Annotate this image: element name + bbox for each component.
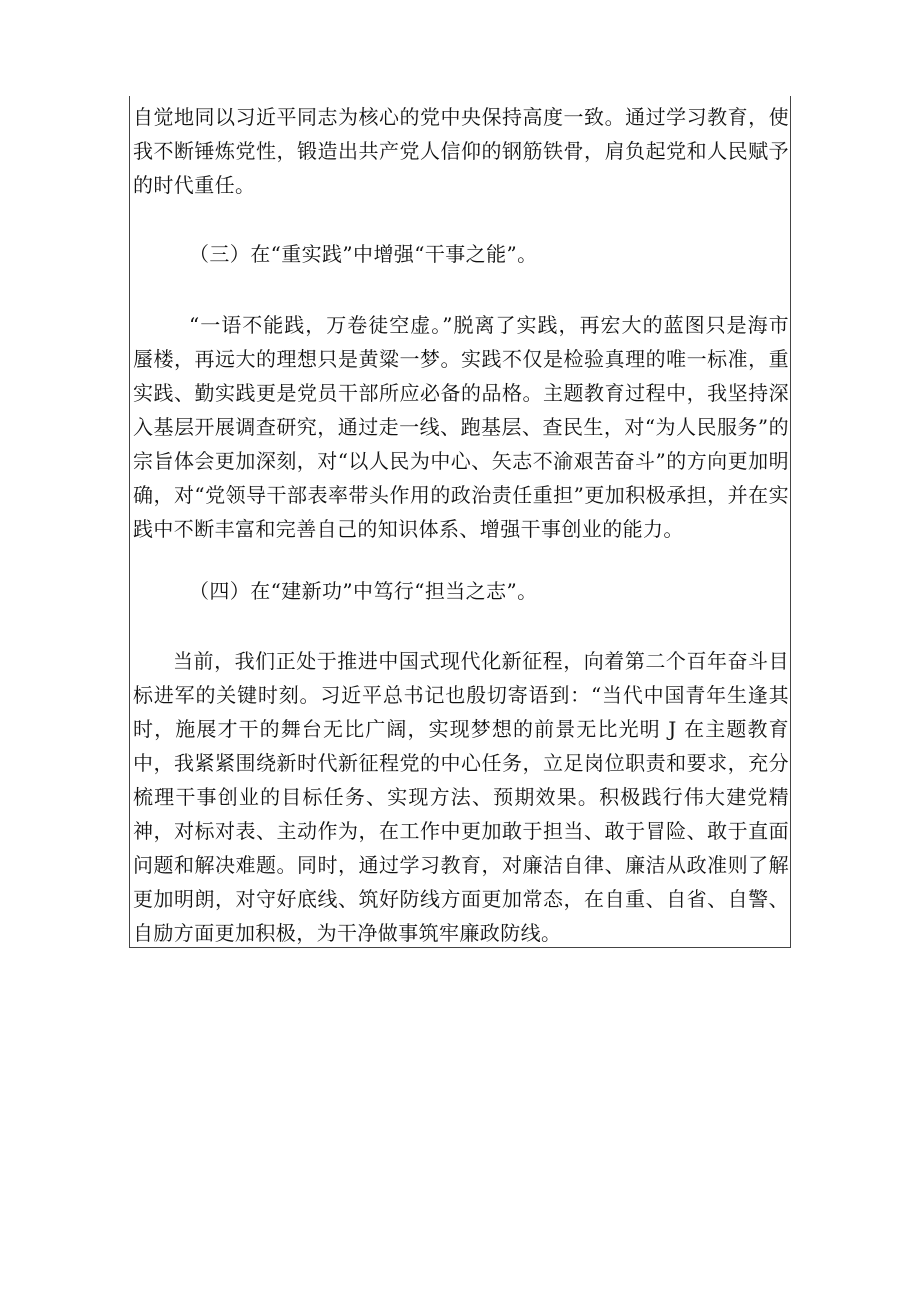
paragraph-continuation: 自觉地同以习近平同志为核心的党中央保持高度一致。通过学习教育，使我不断锤炼党性，锻造出共产党人信仰的钢筋铁骨，肩负起党和人民赋予的时代重任。 xyxy=(133,105,789,197)
document-table-cell xyxy=(129,96,791,948)
section-heading-4: （四）在“建新功”中笃行“担当之志”。 xyxy=(189,579,538,603)
paragraph-practice: “一语不能践，万卷徒空虚。”脱离了实践，再宏大的蓝图只是海市蜃楼，再远大的理想只是黄粱一梦。实践不仅是检验真理的唯一标准，重实践、勤实践更是党员干部所应必备的品格。主题教育过程中，我坚持深入基层开展调查研究，通过走一线、跑基层、查民生，对“为人民服务”的宗旨体会更加深刻，对“以人民为中心、矢志不渝艰苦奋斗”的方向更加明确，对“党领导干部表率带头作用的政治责任重担”更加积极承担，并在实践中不断丰富和完善自己的知识体系、增强干事创业的能力。 xyxy=(133,313,789,541)
paragraph-responsibility: 当前，我们正处于推进中国式现代化新征程，向着第二个百年奋斗目标进军的关键时刻。习近平总书记也殷切寄语到：“当代中国青年生逢其时，施展才干的舞台无比广阔，实现梦想的前景无比光明 J 在主题教育中，我紧紧围绕新时代新征程党的中心任务，立足岗位职责和要求，充分梳理干事创业的目标任务、实现方法、预期效果。积极践行伟大建党精神，对标对表、主动作为，在工作中更加敢于担当、敢于冒险、敢于直面问题和解决难题。同时，通过学习教育，对廉洁自律、廉洁从政准则了解更加明朗，对守好底线、筑好防线方面更加常态，在自重、自省、自警、自励方面更加积极，为干净做事筑牢廉政防线。 xyxy=(133,649,789,945)
section-heading-3: （三）在“重实践”中增强“干事之能”。 xyxy=(189,242,538,266)
